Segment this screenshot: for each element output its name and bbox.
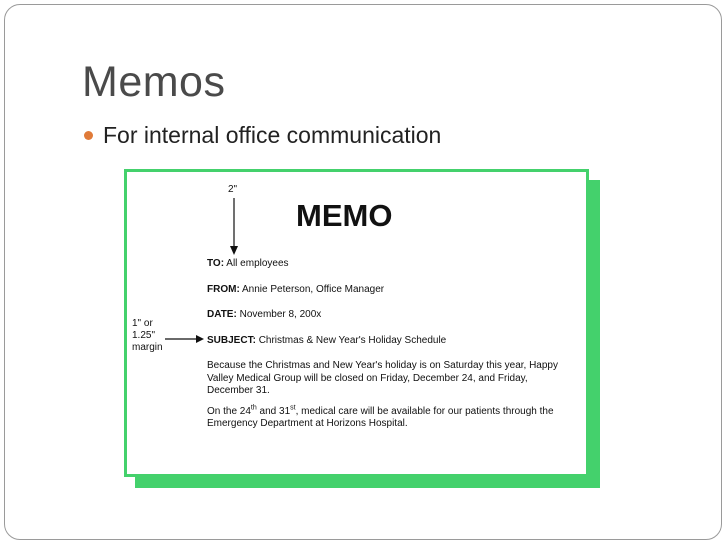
memo-heading: MEMO (296, 198, 393, 233)
para2-sup1: th (250, 404, 257, 412)
para2-part3: , medical care will be available for our patients through the Emergency Department at Horizons Hospital. (207, 405, 554, 429)
bullet-item (84, 122, 441, 149)
side-margin-line-3: margin (132, 342, 163, 353)
memo-field-subject (207, 335, 572, 348)
side-margin-line-1: 1" or (132, 318, 153, 329)
memo-field-to (207, 258, 572, 271)
bullet-text: For internal office communication (103, 122, 442, 148)
memo-body (207, 258, 572, 439)
top-margin-label: 2" (228, 184, 238, 195)
bullet-dot-icon (84, 131, 93, 140)
field-label: FROM: (207, 283, 240, 295)
field-value: Annie Peterson, Office Manager (242, 283, 385, 295)
slide-title: Memos (82, 58, 226, 106)
field-label: DATE: (207, 309, 237, 320)
field-value: November 8, 200x (239, 309, 322, 320)
para2-part2: and 31 (256, 405, 291, 417)
memo-paragraph-1: Because the Christmas and New Year's holiday is on Saturday this year, Happy Valley Medical Group will be closed on Friday, December 24, and Friday, December 31. (207, 360, 558, 396)
memo-field-date (207, 309, 572, 322)
right-arrow-icon (165, 334, 205, 344)
down-arrow-icon (224, 198, 244, 256)
field-value: Christmas & New Year's Holiday Schedule (258, 334, 447, 346)
para2-sup2: st (290, 404, 296, 412)
side-margin-line-2: 1.25" (132, 330, 156, 341)
memo-paragraph-2 (207, 406, 572, 431)
field-label: SUBJECT: (207, 334, 256, 346)
para2-part1: On the 24 (207, 405, 251, 417)
field-label: TO: (207, 258, 225, 269)
memo-field-from (207, 284, 572, 297)
field-value: All employees (226, 258, 289, 269)
